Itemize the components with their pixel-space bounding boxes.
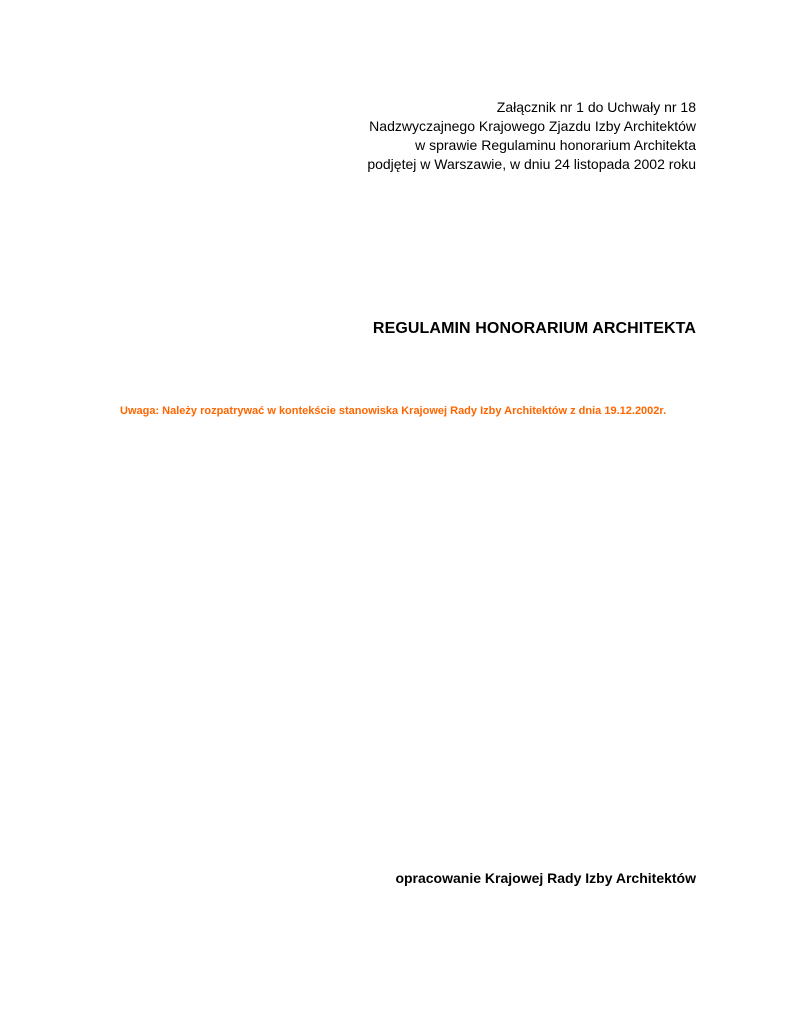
- header-line-4: podjętej w Warszawie, w dniu 24 listopada 2002 roku: [367, 156, 696, 172]
- header-line-1: Załącznik nr 1 do Uchwały nr 18: [496, 99, 696, 115]
- note-warning: Uwaga: Należy rozpatrywać w kontekście stanowiska Krajowej Rady Izby Architektów z dnia 19.12.2002r.: [120, 405, 667, 417]
- document-title: REGULAMIN HONORARIUM ARCHITEKTA: [372, 320, 696, 337]
- prepared-by-credit: opracowanie Krajowej Rady Izby Architektów: [395, 870, 696, 886]
- attachment-header: [367, 98, 696, 174]
- header-line-3: w sprawie Regulaminu honorarium Architekta: [415, 137, 696, 153]
- header-line-2: Nadzwyczajnego Krajowego Zjazdu Izby Architektów: [369, 118, 696, 134]
